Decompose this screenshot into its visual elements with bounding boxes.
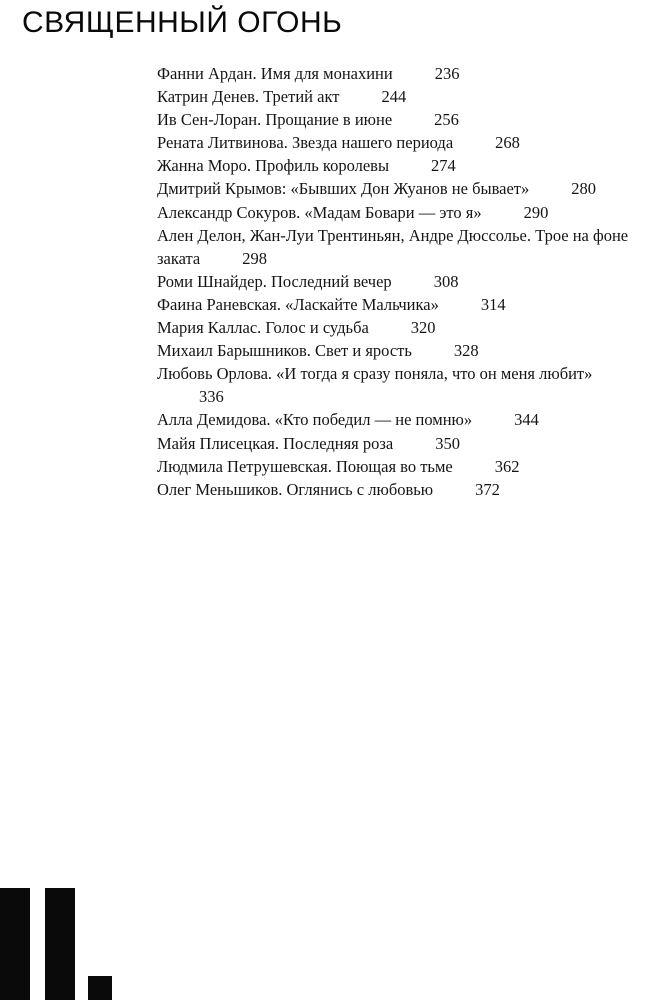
toc-entry-title: Жанна Моро. Профиль королевы <box>157 156 390 176</box>
toc-entry <box>157 270 637 293</box>
toc-entry-page: 236 <box>434 64 460 83</box>
toc-entry-title: Фанни Ардан. Имя для монахини <box>157 64 393 83</box>
toc-entry-page: 344 <box>514 410 539 430</box>
toc-entry-page: 298 <box>242 248 267 268</box>
toc-entry-page: 336 <box>199 387 224 407</box>
toc-entry-title: Дмитрий Крымов: «Бывших Дон Жуанов не бывает» <box>157 179 530 199</box>
toc-entry <box>157 408 637 431</box>
numeral-stroke <box>45 888 75 1000</box>
toc-entry-page: 268 <box>495 133 520 153</box>
toc-entry-title: Роми Шнайдер. Последний вечер <box>157 271 392 291</box>
toc-entry-page: 244 <box>381 87 407 107</box>
toc-entry <box>157 293 637 316</box>
toc-entry <box>157 62 637 85</box>
toc-entry <box>157 316 637 339</box>
numeral-period <box>88 976 112 1000</box>
toc-entry-title: Фаина Раневская. «Ласкайте Мальчика» <box>157 294 439 314</box>
toc-entry-page: 320 <box>410 318 436 338</box>
toc-entry-page: 274 <box>431 156 456 176</box>
toc-entry <box>157 339 637 362</box>
toc-entry-title: Любовь Орлова. «И тогда я сразу поняла, что он меня любит» <box>157 364 593 384</box>
toc-entry-page: 328 <box>453 341 479 361</box>
toc-entry-title: Ив Сен-Лоран. Прощание в июне <box>157 110 393 130</box>
toc-entry-page: 280 <box>571 179 596 199</box>
toc-entry-page: 350 <box>435 433 460 453</box>
toc-entry-title: Людмила Петрушевская. Поющая во тьме <box>157 456 453 476</box>
part-numeral <box>0 888 120 1000</box>
toc-entry-title: Мария Каллас. Голос и судьба <box>157 318 369 338</box>
section-title: СВЯЩЕННЫЙ ОГОНЬ <box>22 6 343 39</box>
toc-entry-page: 372 <box>475 479 500 499</box>
toc-entry-title: Ален Делон, Жан-Луи Трентиньян, Андре Дюссолье. Трое на фоне заката <box>157 225 629 268</box>
toc-entry-page: 308 <box>433 271 459 291</box>
toc-entry <box>157 154 637 177</box>
toc-entry-title: Михаил Барышников. Свет и ярость <box>157 341 412 361</box>
toc-entry <box>157 108 637 131</box>
toc-entry <box>157 177 637 200</box>
toc-entry-title: Александр Сокуров. «Мадам Бовари — это я» <box>157 202 482 222</box>
toc-entry-page: 256 <box>434 110 459 130</box>
toc-entry <box>157 432 637 455</box>
toc-entry <box>157 224 637 270</box>
toc-entry <box>157 131 637 154</box>
toc-entry <box>157 478 637 501</box>
toc-entry-page: 362 <box>494 456 520 476</box>
toc-entry <box>157 455 637 478</box>
toc-entry <box>157 201 637 224</box>
toc-entry <box>157 85 637 108</box>
toc-entry <box>157 362 637 408</box>
toc-entry-title: Алла Демидова. «Кто победил — не помню» <box>157 410 473 430</box>
toc-entry-title: Майя Плисецкая. Последняя роза <box>157 433 394 453</box>
toc-entry-page: 290 <box>523 202 549 222</box>
toc-entry-title: Катрин Денев. Третий акт <box>157 87 340 107</box>
numeral-stroke <box>0 888 30 1000</box>
toc-entry-title: Олег Меньшиков. Оглянись с любовью <box>157 479 434 499</box>
toc-entry-title: Рената Литвинова. Звезда нашего периода <box>157 133 454 153</box>
table-of-contents <box>157 62 637 501</box>
toc-entry-page: 314 <box>480 294 506 314</box>
